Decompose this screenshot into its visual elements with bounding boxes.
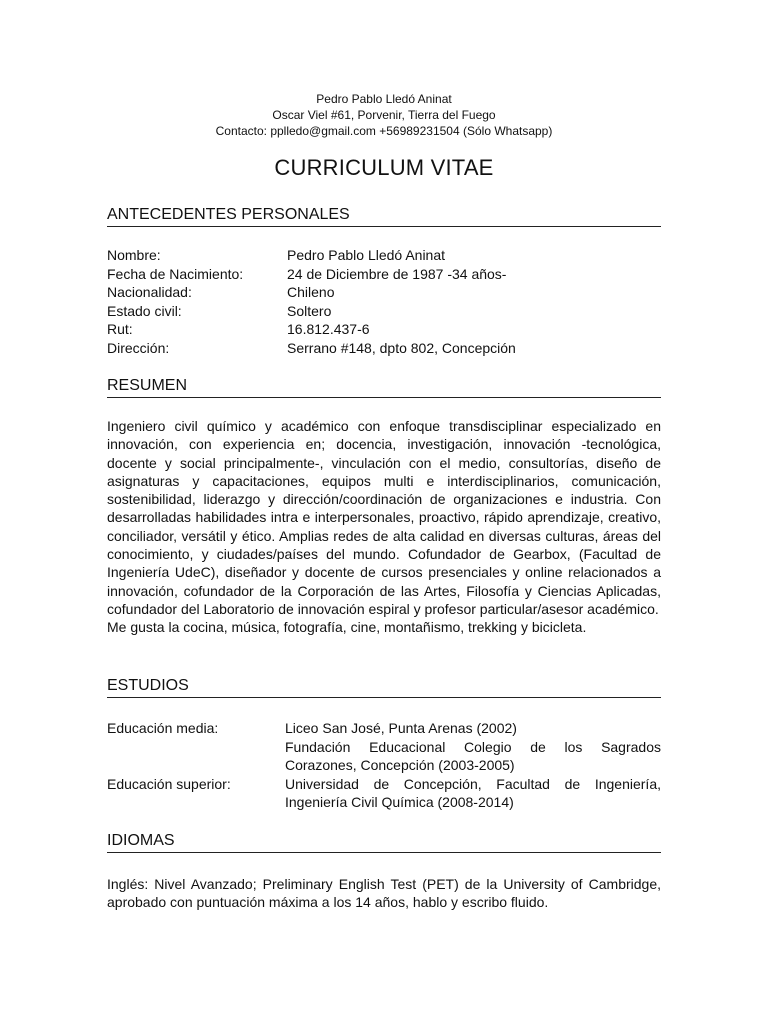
- summary-text: [107, 417, 661, 637]
- header-contact: Contacto: pplledo@gmail.com +56989231504 (Sólo Whatsapp): [215, 124, 553, 138]
- study-value: Liceo San José, Punta Arenas (2002): [285, 720, 517, 736]
- personal-details: [107, 246, 661, 357]
- personal-label: Dirección:: [107, 339, 170, 356]
- personal-label: Rut:: [107, 321, 133, 337]
- summary-hobbies: Me gusta la cocina, música, fotografía, cine, montañismo, trekking y bicicleta.: [107, 619, 587, 636]
- study-label: [107, 738, 285, 775]
- personal-row: [107, 283, 661, 302]
- personal-row: [107, 339, 661, 358]
- study-value: Fundación Educacional Colegio de los Sagrados Corazones, Concepción (2003-2005): [285, 738, 661, 773]
- personal-value: Pedro Pablo Lledó Aninat: [287, 247, 446, 263]
- contact-header: [0, 91, 768, 139]
- personal-value: 16.812.437-6: [287, 321, 370, 337]
- study-value: Universidad de Concepción, Facultad de Ingeniería, Ingeniería Civil Química (2008-2014): [285, 775, 661, 810]
- personal-row: [107, 246, 661, 265]
- personal-label: Nacionalidad:: [107, 284, 192, 300]
- languages-text: [107, 875, 661, 912]
- header-address: Oscar Viel #61, Porvenir, Tierra del Fuego: [272, 108, 496, 122]
- section-heading-summary: RESUMEN: [107, 377, 661, 398]
- study-label: Educación media:: [107, 720, 219, 736]
- personal-value: 24 de Diciembre de 1987 -34 años-: [287, 265, 507, 282]
- languages-paragraph: Inglés: Nivel Avanzado; Preliminary English Test (PET) de la University of Cambridge, aprobado con puntuación máxima a los 14 años, hablo y escribo fluido.: [107, 876, 661, 911]
- section-heading-languages: IDIOMAS: [107, 832, 661, 853]
- header-name: Pedro Pablo Lledó Aninat: [316, 92, 452, 106]
- study-label: Educación superior:: [107, 775, 231, 792]
- studies-list: [107, 719, 661, 812]
- summary-paragraph: Ingeniero civil químico y académico con enfoque transdisciplinar especializado en innovación, con experiencia en; docencia, investigación, innovación -tecnológica, docente y social principalmente-, vinculación con el medio, consultorías, diseño de asignaturas y capacitaciones, equipos multi e interdisciplinarios, comunicación, sostenibilidad, liderazgo y dirección/coordinación de organizaciones e industria. Con desarrolladas habilidades intra e interpersonales, proactivo, rápido aprendizaje, creativo, conciliador, versátil y ético. Amplias redes de alta calidad en diversas culturas, áreas del conocimiento, y ciudades/países del mundo. Cofundador de Gearbox, (Facultad de Ingeniería UdeC), diseñador y docente de cursos presenciales y online relacionados a innovación, cofundador de la Corporación de las Artes, Filosofía y Ciencias Aplicadas, cofundador del Laboratorio de innovación espiral y profesor particular/asesor académico.: [107, 418, 661, 617]
- personal-row: [107, 302, 661, 321]
- personal-value: Chileno: [287, 284, 335, 300]
- section-heading-personal: ANTECEDENTES PERSONALES: [107, 206, 661, 227]
- personal-row: [107, 265, 661, 284]
- personal-value: Soltero: [287, 302, 332, 319]
- section-heading-studies: ESTUDIOS: [107, 677, 661, 698]
- personal-label: Estado civil:: [107, 302, 182, 319]
- study-row: [107, 719, 661, 738]
- study-row: [107, 775, 661, 812]
- personal-row: [107, 320, 661, 339]
- personal-label: Fecha de Nacimiento:: [107, 265, 244, 282]
- personal-value: Serrano #148, dpto 802, Concepción: [287, 339, 516, 356]
- document-title: CURRICULUM VITAE: [274, 155, 494, 180]
- personal-label: Nombre:: [107, 247, 161, 263]
- study-row: [107, 738, 661, 775]
